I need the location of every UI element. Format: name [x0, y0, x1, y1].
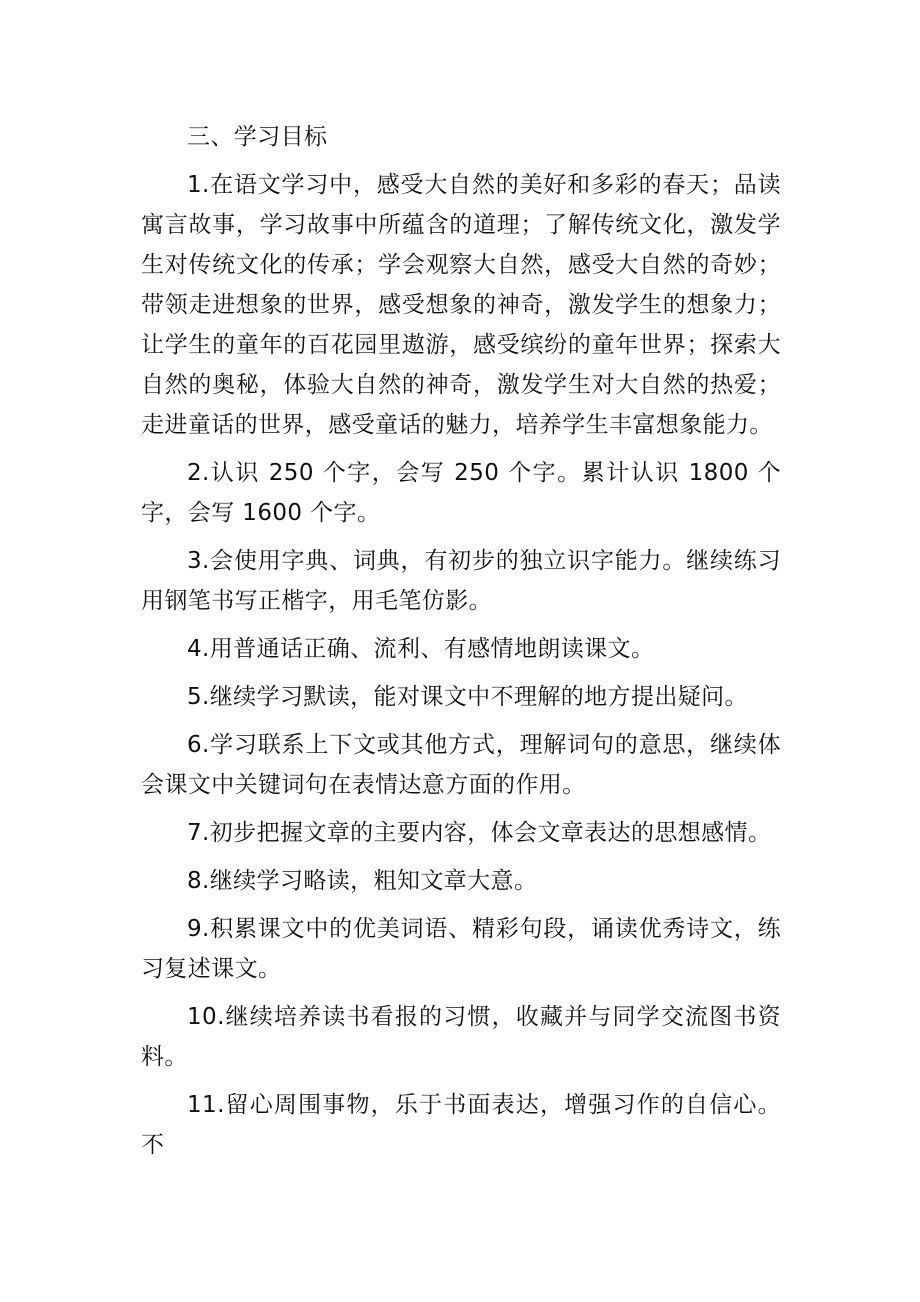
objective-paragraph-8: 8.继续学习略读，粗知文章大意。 [187, 868, 538, 894]
objective-paragraph-10: 10.继续培养读书看报的习惯，收藏并与同学交流图书资料。 [141, 1004, 781, 1070]
section-heading: 三、学习目标 [187, 124, 328, 150]
document-body [141, 117, 781, 1173]
objective-paragraph-11: 11.留心周围事物，乐于书面表达，增强习作的自信心。不 [141, 1092, 781, 1158]
objective-paragraph-6: 6.学习联系上下文或其他方式，理解词句的意思，继续体会课文中关键词句在表情达意方面的作用。 [141, 732, 781, 798]
objective-paragraph-5: 5.继续学习默读，能对课文中不理解的地方提出疑问。 [187, 684, 748, 710]
objective-paragraph-7: 7.初步把握文章的主要内容，体会文章表达的思想感情。 [187, 820, 772, 846]
objective-paragraph-3: 3.会使用字典、词典，有初步的独立识字能力。继续练习用钢笔书写正楷字，用毛笔仿影。 [141, 548, 781, 614]
objective-paragraph-4: 4.用普通话正确、流利、有感情地朗读课文。 [187, 636, 655, 662]
objective-paragraph-1: 1.在语文学习中，感受大自然的美好和多彩的春天；品读寓言故事，学习故事中所蕴含的道理；了解传统文化，激发学生对传统文化的传承；学会观察大自然，感受大自然的奇妙；带领走进想象的世界，感受想象的神奇，激发学生的想象力；让学生的童年的百花园里遨游，感受缤纷的童年世界；探索大自然的奥秘，体验大自然的神奇，激发学生对大自然的热爱；走进童话的世界，感受童话的魅力，培养学生丰富想象能力。 [141, 172, 781, 438]
objective-paragraph-2: 2.认识 250 个字，会写 250 个字。累计认识 1800 个字，会写 1600 个字。 [141, 460, 781, 526]
objective-paragraph-9: 9.积累课文中的优美词语、精彩句段，诵读优秀诗文，练习复述课文。 [141, 916, 781, 982]
